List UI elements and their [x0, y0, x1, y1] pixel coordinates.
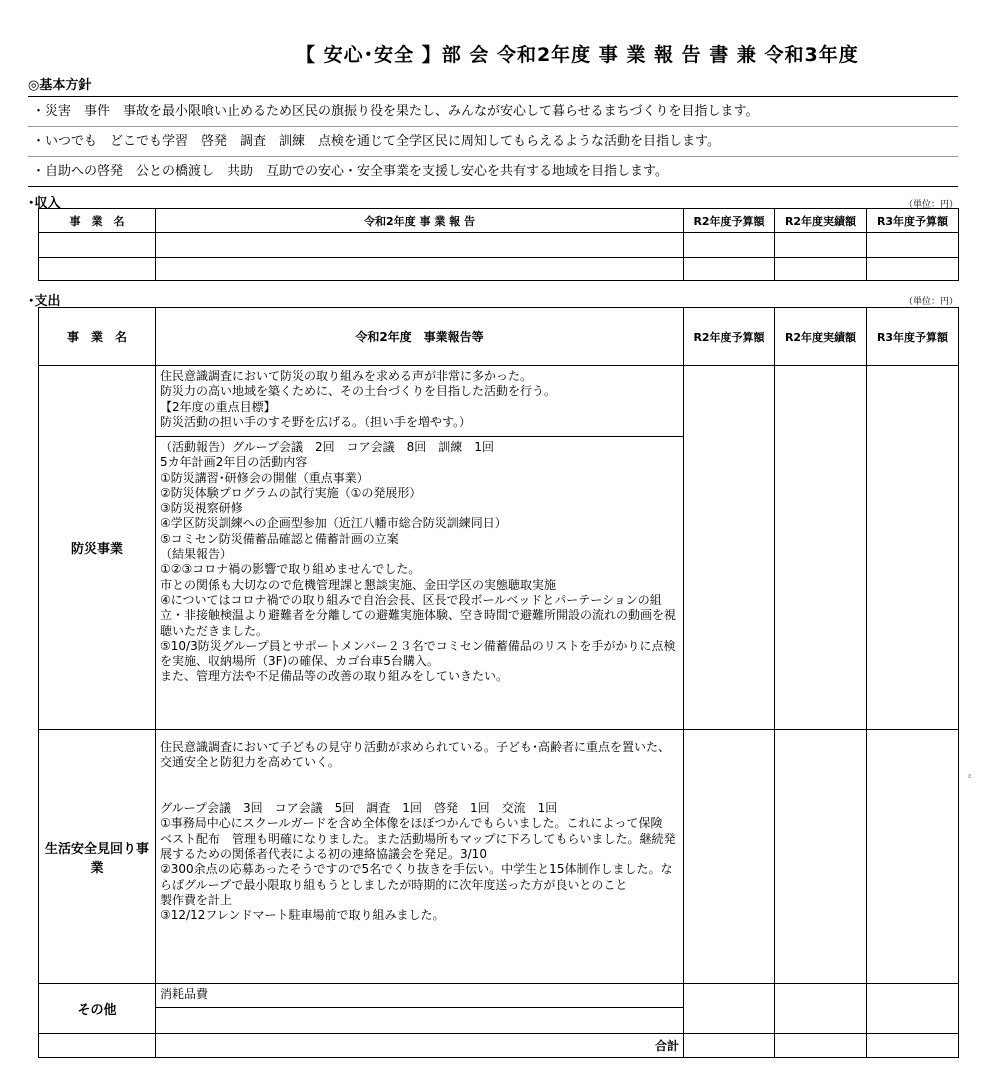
income-header-r2-actual: R2年度実績額	[775, 209, 867, 233]
policy-box	[28, 96, 958, 187]
income-label: ･収入	[28, 196, 61, 211]
table-row	[39, 366, 959, 730]
row-content-disaster	[156, 366, 684, 730]
row-name-patrol: 生活安全見回り事業	[39, 730, 156, 984]
expense-header-report: 令和2年度 事業報告等	[156, 308, 684, 366]
income-header-r3-budget: R3年度予算額	[867, 209, 959, 233]
policy-line: ・自助への啓発 公との橋渡し 共助 互助での安心・安全事業を支援し安心を共有する地域を目指します。	[32, 164, 668, 179]
row-content-other	[156, 984, 684, 1034]
disaster-part2: （活動報告）グループ会議 2回 コア会議 8回 訓練 1回 5カ年計画2年目の活動内容 ①防災講習･研修会の開催（重点事業） ②防災体験プログラムの試行実施（①の発展形） ③防災視察研修 ④学区防災訓練への企画型参加（近江八幡市総合防災訓練同日） ⑤コミセン防災備蓄品確認と備蓄計画の立案 （結果報告） ①②③コロナ禍の影響で取り組めませんでした。 市との関係も大切なので危機管理課と懇談実施、金田学区の実態聴取実施 ④についてはコロナ禍での取り組みで自治会長、区長で段ボールベッドとパーテーションの組立・非接触検温より避難者を分離しての避難実施体験、空き時間で避難所開設の流れの動画を視聴いただきました。 ⑤10/3防災グループ員とサポートメンバー２３名でコミセン備蓄備品のリストを手がかりに点検を実施、収納場所（3F)の確保、カゴ台車5台購入。 また、管理方法や不足備品等の改善の取り組みをしていきたい。	[156, 436, 683, 688]
income-unit: （単位：円）	[904, 200, 959, 210]
policy-line: ・災害 事件 事故を最小限喰い止めるため区民の旗振り役を果たし、みんなが安心して暮らせるまちづくりを目指します。	[28, 97, 958, 127]
disaster-part1: 住民意識調査において防災の取り組みを求める声が非常に多かった。 防災力の高い地域を築くために、その土台づくりを目指した活動を行う。 【2年度の重点目標】 防災活動の担い手のすそ野を広げる。（担い手を増やす。）	[160, 369, 557, 429]
table-row	[39, 258, 959, 281]
expense-unit: （単位：円）	[904, 297, 959, 307]
income-header-name: 事 業 名	[39, 209, 156, 233]
table-row	[39, 730, 959, 984]
income-table	[38, 208, 959, 281]
row-name-disaster: 防災事業	[39, 366, 156, 730]
row-name-other: その他	[39, 984, 156, 1034]
total-label: 合計	[156, 1034, 684, 1058]
policy-label: ◎基本方針	[28, 78, 92, 93]
row-content-patrol: 住民意識調査において子どもの見守り活動が求められている。子ども･高齢者に重点を置いた、交通安全と防犯力を高めていく。 グループ会議 3回 コア会議 5回 調査 1回 啓発 1回 交流 1回 ①事務局中心にスクールガードを含め全体像をほぼつかんでもらいました。これによって保険 ベスト配布 管理も明確になりました。また活動場所もマップに下ろしてもらいました。継続発展するための関係者代表による初の連絡協議会を発足。3/10 ②300余点の応募あったそうですので5名でくり抜きを手伝い。中学生と15体制作しました。ならばグループで最小限取り組もうとしましたが時期的に次年度送った方が良いとのこと 製作費を計上 ③12/12フレンドマート駐車場前で取り組みました。	[156, 730, 684, 984]
table-row	[39, 984, 959, 1034]
stray-mark: ε	[968, 772, 972, 780]
expense-header-r2-actual: R2年度実績額	[775, 308, 867, 366]
income-header-report: 令和2年度 事 業 報 告	[156, 209, 684, 233]
page-title: 【 安心･安全 】部 会 令和2年度 事 業 報 告 書 兼 令和3年度	[296, 44, 859, 66]
expense-label: ･支出	[28, 294, 61, 309]
expense-table	[38, 307, 959, 1058]
policy-line: ・いつでも どこでも学習 啓発 調査 訓練 点検を通じて全学区民に周知してもらえるような活動を目指します。	[28, 127, 958, 157]
table-row	[39, 233, 959, 258]
expense-header-name: 事 業 名	[39, 308, 156, 366]
other-item: 消耗品費	[156, 984, 683, 1008]
expense-header-r2-budget: R2年度予算額	[684, 308, 775, 366]
expense-header-r3-budget: R3年度予算額	[867, 308, 959, 366]
table-row	[39, 1034, 959, 1058]
income-header-r2-budget: R2年度予算額	[684, 209, 775, 233]
